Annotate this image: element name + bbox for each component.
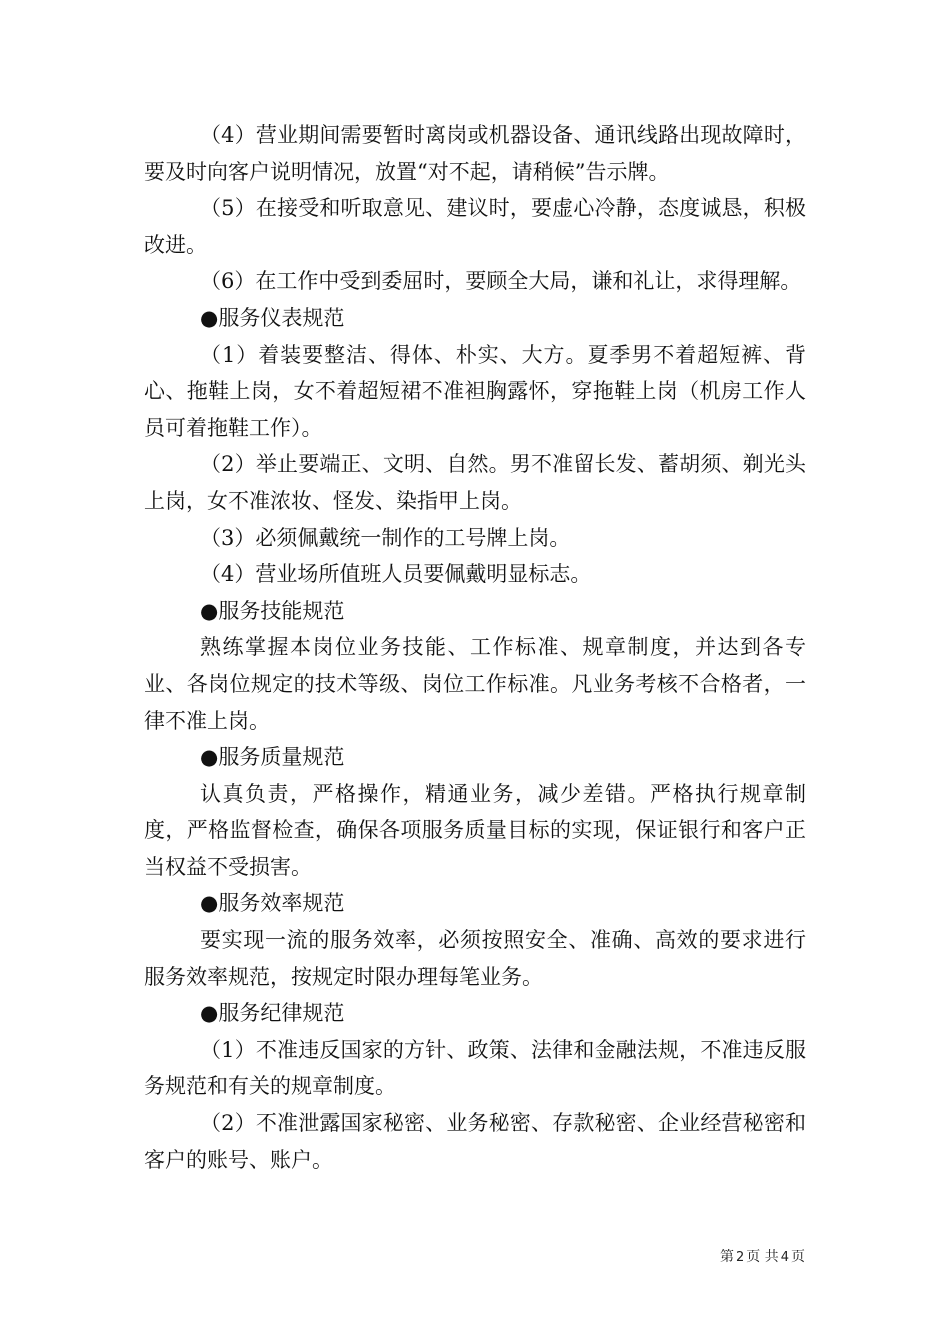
footer-total-pages: 4 bbox=[780, 1250, 790, 1265]
footer-middle: 页 共 bbox=[746, 1249, 779, 1265]
paragraph-appearance-1: （1）着装要整洁、得体、朴实、大方。夏季男不着超短裤、背心、拖鞋上岗，女不着超短裙不准袒胸露怀，穿拖鞋上岗（机房工作人员可着拖鞋工作）。 bbox=[144, 342, 806, 440]
section-heading-discipline: ●服务纪律规范 bbox=[200, 1001, 345, 1026]
section-heading-quality: ●服务质量规范 bbox=[200, 745, 345, 770]
footer-suffix: 页 bbox=[791, 1249, 806, 1265]
paragraph-item-5: （5）在接受和听取意见、建议时，要虚心冷静，态度诚恳，积极改进。 bbox=[144, 196, 806, 257]
page-number-footer bbox=[720, 1248, 805, 1267]
paragraph-item-6: （6）在工作中受到委屈时，要顾全大局，谦和礼让，求得理解。 bbox=[200, 269, 802, 294]
paragraph-discipline-1: （1）不准违反国家的方针、政策、法律和金融法规，不准违反服务规范和有关的规章制度。 bbox=[144, 1037, 806, 1099]
section-heading-skills: ●服务技能规范 bbox=[200, 598, 345, 623]
paragraph-appearance-3: （3）必须佩戴统一制作的工号牌上岗。 bbox=[200, 525, 571, 550]
document-body bbox=[144, 117, 806, 1178]
section-heading-appearance: ●服务仪表规范 bbox=[200, 305, 345, 330]
paragraph-item-4: （4）营业期间需要暂时离岗或机器设备、通讯线路出现故障时，要及时向客户说明情况，放置“对不起，请稍候”告示牌。 bbox=[144, 123, 806, 184]
paragraph-efficiency: 要实现一流的服务效率，必须按照安全、准确、高效的要求进行服务效率规范，按规定时限办理每笔业务。 bbox=[144, 928, 806, 989]
footer-prefix: 第 bbox=[720, 1249, 734, 1265]
paragraph-appearance-4: （4）营业场所值班人员要佩戴明显标志。 bbox=[200, 562, 592, 587]
footer-current-page: 2 bbox=[736, 1250, 745, 1265]
paragraph-appearance-2: （2）举止要端正、文明、自然。男不准留长发、蓄胡须、剃光头上岗，女不准浓妆、怪发、染指甲上岗。 bbox=[144, 452, 806, 513]
paragraph-skills: 熟练掌握本岗位业务技能、工作标准、规章制度，并达到各专业、各岗位规定的技术等级、岗位工作标准。凡业务考核不合格者，一律不准上岗。 bbox=[144, 635, 806, 733]
paragraph-discipline-2: （2）不准泄露国家秘密、业务秘密、存款秘密、企业经营秘密和客户的账号、账户。 bbox=[144, 1111, 806, 1172]
section-heading-efficiency: ●服务效率规范 bbox=[200, 891, 345, 916]
paragraph-quality: 认真负责，严格操作，精通业务，减少差错。严格执行规章制度，严格监督检查，确保各项服务质量目标的实现，保证银行和客户正当权益不受损害。 bbox=[144, 781, 806, 879]
